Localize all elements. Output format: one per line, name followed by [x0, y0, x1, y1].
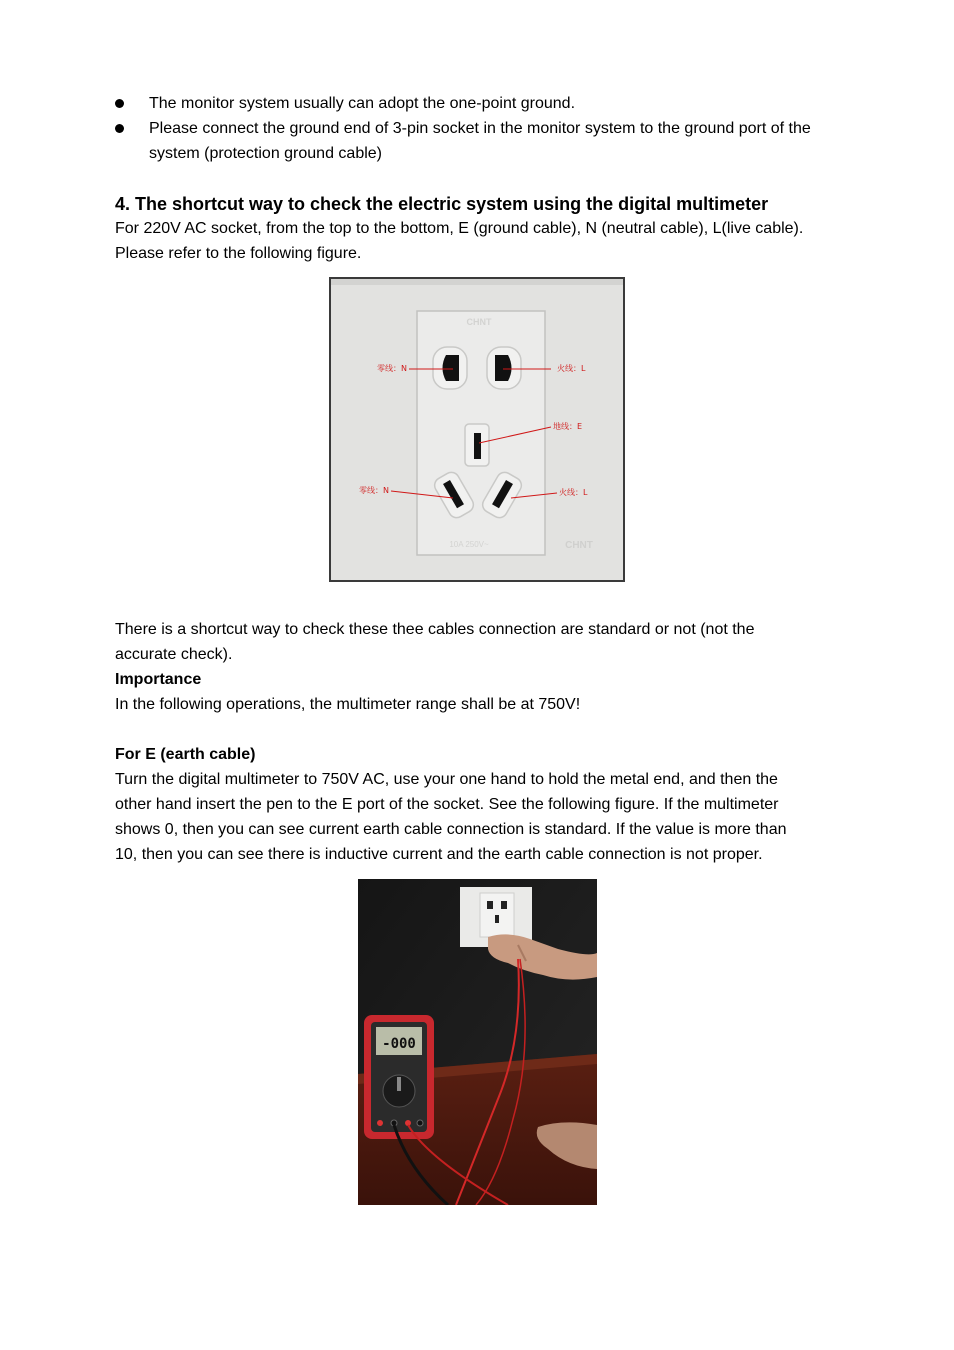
- digital-multimeter: [364, 1015, 434, 1139]
- label-earth: 地线：E: [553, 422, 583, 431]
- brand-top-text: CHNT: [466, 317, 492, 327]
- shortcut-text: There is a shortcut way to check these thee cables connection are standard or not (not the: [115, 621, 755, 638]
- brand-bottom-text: CHNT: [565, 540, 593, 551]
- bullet-text: The monitor system usually can adopt the one-point ground.: [149, 95, 576, 112]
- shortcut-text: accurate check).: [115, 646, 233, 663]
- rating-text: 10A 250V~: [449, 540, 489, 549]
- label-live-top: 火线：L: [557, 364, 586, 373]
- earth-text: Turn the digital multimeter to 750V AC, use your one hand to hold the metal end, and then the: [115, 771, 778, 788]
- intro-text: For 220V AC socket, from the top to the bottom, E (ground cable), N (neutral cable), L(live cable).: [115, 220, 804, 237]
- socket-figure: [329, 277, 625, 582]
- label-neutral-bottom: 零线：N: [359, 486, 389, 495]
- multimeter-reading: -000: [382, 1036, 416, 1052]
- two-pin-left-socket: [433, 347, 467, 389]
- multimeter-photo: [358, 879, 597, 1205]
- earth-slot: [465, 424, 489, 466]
- intro-text: Please refer to the following figure.: [115, 245, 362, 262]
- label-neutral-top: 零线：N: [377, 364, 407, 373]
- earth-title: For E (earth cable): [115, 746, 256, 763]
- earth-text: shows 0, then you can see current earth cable connection is standard. If the value is more than: [115, 821, 787, 838]
- bullet-dot-icon: [115, 99, 124, 108]
- importance-text: In the following operations, the multimeter range shall be at 750V!: [115, 696, 581, 713]
- bullet-item: [115, 91, 850, 116]
- importance-title: Importance: [115, 671, 202, 688]
- earth-text: 10, then you can see there is inductive current and the earth cable connection is not proper.: [115, 846, 763, 863]
- bullet-dot-icon: [115, 124, 124, 133]
- label-live-bottom: 火线：L: [559, 488, 588, 497]
- earth-text: other hand insert the pen to the E port of the socket. See the following figure. If the multimeter: [115, 796, 779, 813]
- two-pin-right-socket: [487, 347, 521, 389]
- bullet-text: Please connect the ground end of 3-pin socket in the monitor system to the ground port of the system (protection ground cable): [149, 120, 811, 162]
- bullet-item: [115, 116, 850, 166]
- section-heading: 4. The shortcut way to check the electric system using the digital multimeter: [115, 194, 769, 214]
